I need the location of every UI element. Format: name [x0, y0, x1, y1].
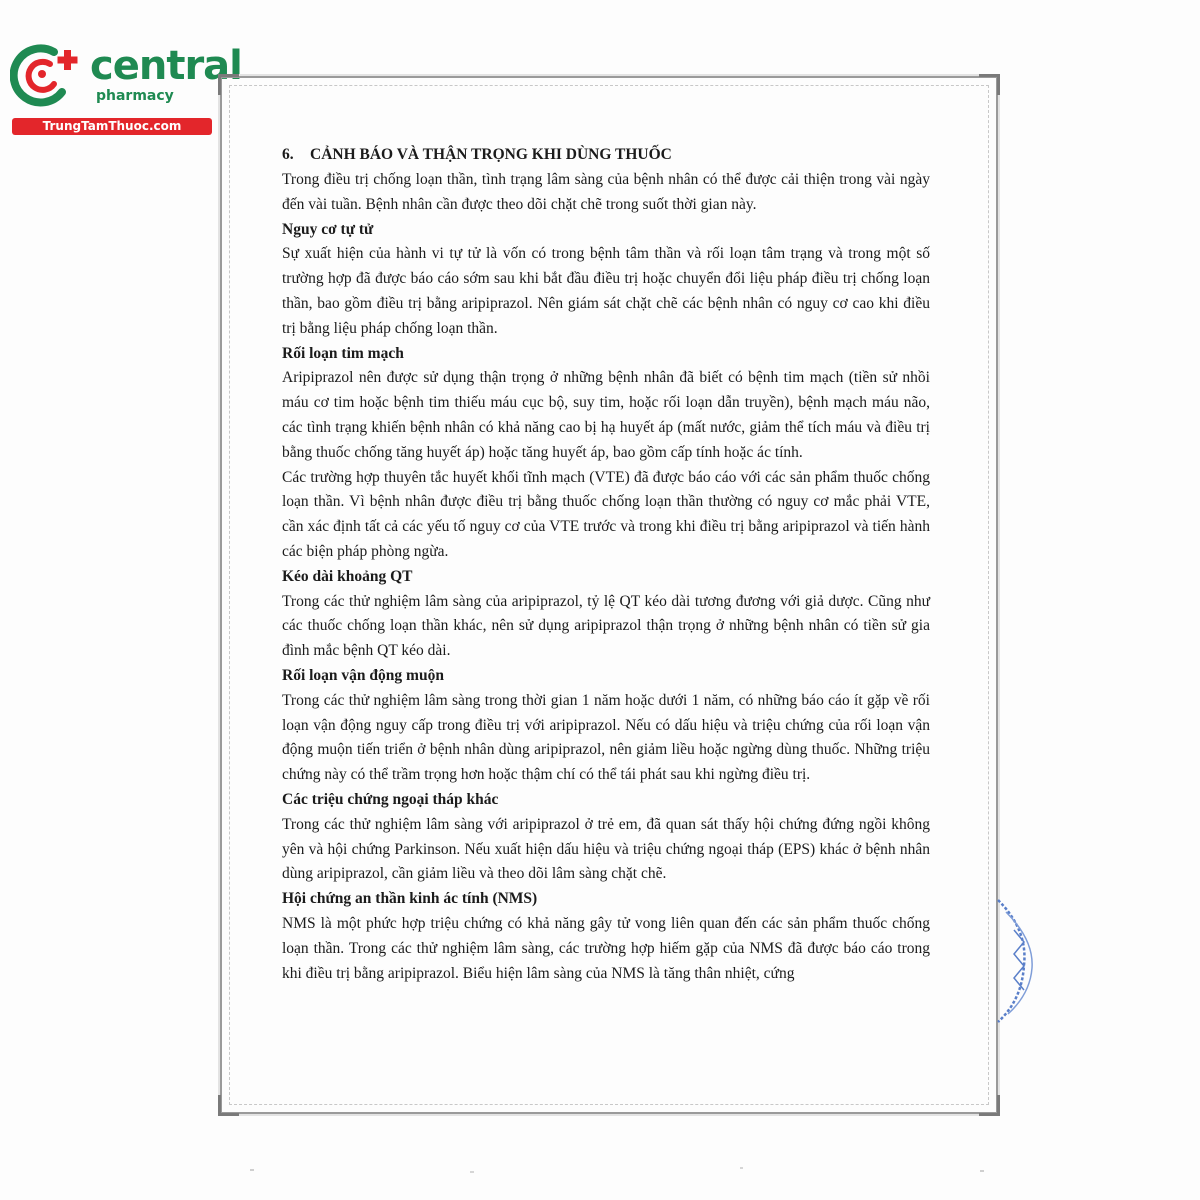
subheading-tardive-dyskinesia: Rối loạn vận động muộn — [282, 666, 444, 684]
section-title: CẢNH BÁO VÀ THẬN TRỌNG KHI DÙNG THUỐC — [310, 146, 672, 163]
paragraph: Sự xuất hiện của hành vi tự tử là vốn có trong bệnh tâm thần và rối loạn tâm trạng và trong một số trường hợp đã được báo cáo sớm sau khi bắt đầu điều trị hoặc chuyển đổi liệu pháp điều trị chống loạn thần, bao gồm điều trị bằng aripiprazol. Nên giám sát chặt chẽ các bệnh nhân có nguy cơ cao khi điều trị bằng liệu pháp chống loạn thần. — [282, 245, 930, 337]
paragraph: Aripiprazol nên được sử dụng thận trọng ở những bệnh nhân đã biết có bệnh tim mạch (tiền sử nhồi máu cơ tim hoặc bệnh tim thiếu máu cục bộ, suy tim, hoặc rối loạn dẫn truyền), bệnh mạch máu não, các tình trạng khiến bệnh nhân có khả năng cao bị hạ huyết áp (mất nước, giảm thể tích máu và điều trị bằng thuốc chống tăng huyết áp) hoặc tăng huyết áp, bao gồm cấp tính hoặc ác tính. — [282, 369, 930, 461]
scan-artifacts — [220, 1150, 1000, 1180]
section-number: 6. — [282, 146, 294, 163]
paragraph: Trong các thử nghiệm lâm sàng của aripiprazol, tỷ lệ QT kéo dài tương đương với giả dược. Cũng như các thuốc chống loạn thần khác, nên sử dụng aripiprazol thận trọng ở những bệnh nhân có tiền sử gia đình mắc bệnh QT kéo dài. — [282, 592, 930, 660]
subheading-extrapyramidal: Các triệu chứng ngoại tháp khác — [282, 790, 499, 808]
central-pharmacy-logo-icon — [10, 40, 92, 112]
central-pharmacy-logo[interactable] — [10, 38, 242, 138]
paragraph: Các trường hợp thuyên tắc huyết khối tĩnh mạch (VTE) đã được báo cáo với các sản phẩm thuốc chống loạn thần. Vì bệnh nhân được điều trị bằng thuốc chống loạn thần thường có nguy cơ mắc phải VTE, cần xác định tất cả các yếu tố nguy cơ của VTE trước và trong khi điều trị bằng aripiprazol và tiến hành các biện pháp phòng ngừa. — [282, 468, 930, 560]
brand-website[interactable]: TrungTamThuoc.com — [12, 118, 212, 135]
brand-name: central — [90, 43, 242, 89]
paragraph: Trong các thử nghiệm lâm sàng trong thời gian 1 năm hoặc dưới 1 năm, có những báo cáo ít gặp về rối loạn vận động nguy cấp trong điều trị với aripiprazol. Nếu có dấu hiệu và triệu chứng của rối loạn vận động muộn tiến triển ở bệnh nhân dùng aripiprazol, nên giảm liều hoặc ngừng dùng thuốc. Những triệu chứng này có thể trầm trọng hơn hoặc thậm chí có thể tái phát sau khi ngừng điều trị. — [282, 691, 930, 784]
partial-stamp-seal — [994, 890, 1044, 1030]
paragraph: Trong các thử nghiệm lâm sàng với aripiprazol ở trẻ em, đã quan sát thấy hội chứng đứng ngồi không yên và hội chứng Parkinson. Nếu xuất hiện dấu hiệu và triệu chứng ngoại tháp (EPS) khác ở bệnh nhân dùng aripiprazol, cần giảm liều và theo dõi lâm sàng chặt chẽ. — [282, 815, 930, 883]
subheading-cardiovascular: Rối loạn tim mạch — [282, 344, 404, 362]
document-content — [282, 142, 930, 986]
intro-paragraph: Trong điều trị chống loạn thần, tình trạng lâm sàng của bệnh nhân có thể được cải thiện trong vài ngày đến vài tuần. Bệnh nhân cần được theo dõi chặt chẽ trong suốt thời gian này. — [282, 171, 930, 213]
frame-corner — [218, 74, 239, 95]
frame-corner — [979, 74, 1000, 95]
paragraph: NMS là một phức hợp triệu chứng có khả năng gây tử vong liên quan đến các sản phẩm thuốc chống loạn thần. Trong các thử nghiệm lâm sàng, các trường hợp hiếm gặp của NMS đã được báo cáo trong khi điều trị bằng aripiprazol. Biểu hiện lâm sàng của NMS là tăng thân nhiệt, cứng — [282, 914, 930, 982]
brand-subtitle: pharmacy — [96, 88, 174, 104]
section-heading — [282, 142, 930, 168]
frame-corner — [218, 1095, 239, 1116]
subheading-qt-prolongation: Kéo dài khoảng QT — [282, 567, 413, 585]
frame-corner — [979, 1095, 1000, 1116]
subheading-nms: Hội chứng an thần kinh ác tính (NMS) — [282, 890, 538, 908]
subheading-suicide-risk: Nguy cơ tự tử — [282, 220, 374, 238]
